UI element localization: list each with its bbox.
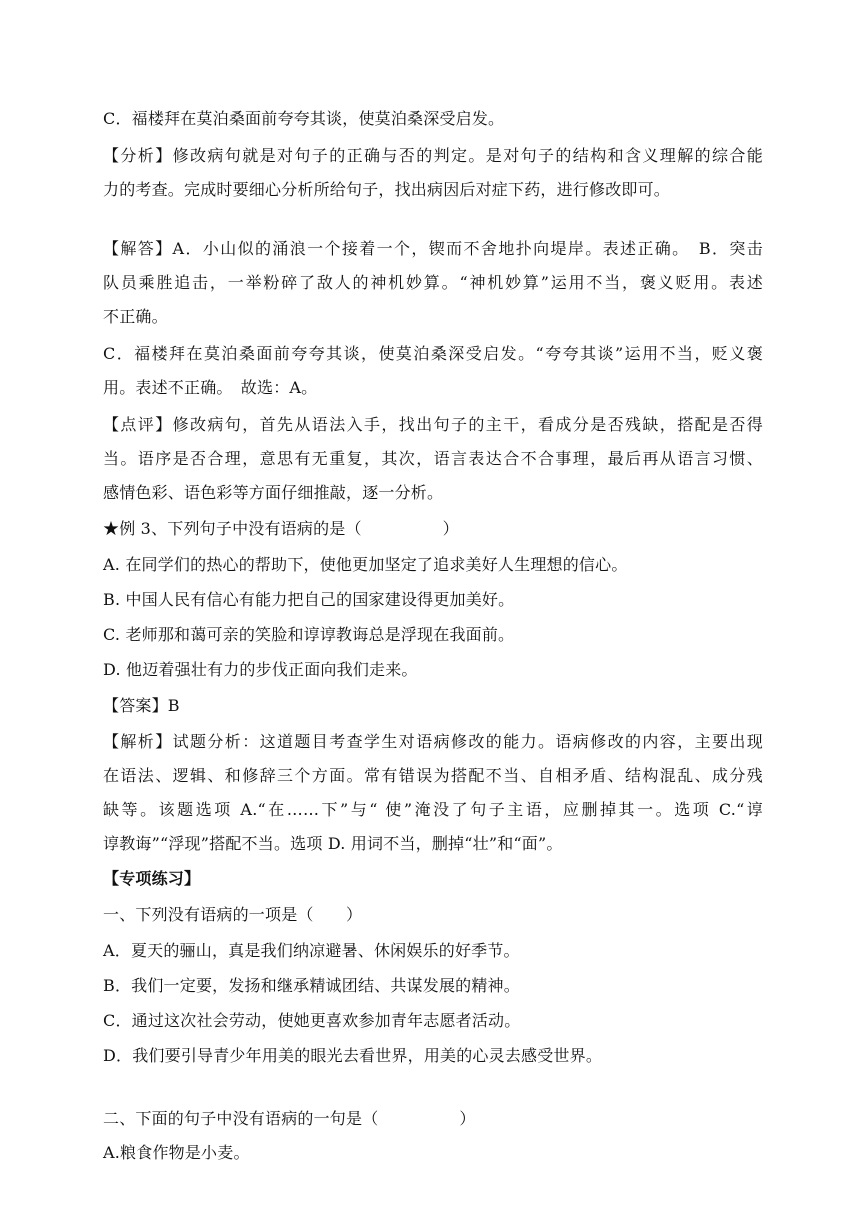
question-heading: 二、下面的句子中没有语病的一句是（ ） [103,1109,476,1128]
option-c: C. 老师那和蔼可亲的笑脸和谆谆教诲总是浮现在我面前。 [103,625,515,644]
example-heading: ★例 3、下列句子中没有语病的是（ ） [103,519,459,538]
text-line: 【解析】试题分析：这道题目考查学生对语病修改的能力。语病修改的内容，主要出现 [103,732,763,751]
text-line: 用。表述不正确。 故选：A。 [103,378,318,397]
text-line: 队员乘胜追击，一举粉碎了敌人的神机妙算。“神机妙算”运用不当，褒义贬用。表述 [103,273,763,292]
option-d: D．我们要引导青少年用美的眼光去看世界，用美的心灵去感受世界。 [103,1046,603,1065]
text-line: 当。语序是否合理，意思有无重复，其次，语言表达合不合事理，最后再从语言习惯、 [103,449,763,468]
option-c: C．通过这次社会劳动，使她更喜欢参加青年志愿者活动。 [103,1011,521,1030]
text-line: 【分析】修改病句就是对句子的正确与否的判定。是对句子的结构和含义理解的综合能 [103,146,763,165]
option-a: A．夏天的骊山，真是我们纳凉避暑、休闲娱乐的好季节。 [103,941,520,960]
section-heading: 【专项练习】 [103,869,201,888]
text-line: 缺等。该题选项 A.“在……下”与“ 使”淹没了句子主语，应删掉其一。选项 C.“谆 [103,800,763,819]
text-line: 力的考查。完成时要细心分析所给句子，找出病因后对症下药，进行修改即可。 [103,180,671,199]
text-line: C．福楼拜在莫泊桑面前夸夸其谈，使莫泊桑深受启发。 [103,109,505,128]
option-b: B．我们一定要，发扬和继承精诚团结、共谋发展的精神。 [103,976,520,995]
option-a: A.粮食作物是小麦。 [103,1143,250,1162]
text-line: 在语法、逻辑、和修辞三个方面。常有错误为搭配不当、自相矛盾、结构混乱、成分残 [103,766,763,785]
text-line: C．福楼拜在莫泊桑面前夸夸其谈，使莫泊桑深受启发。“夸夸其谈”运用不当，贬义褒 [103,344,763,363]
question-heading: 一、下列没有语病的一项是（ ） [103,905,363,924]
option-d: D. 他迈着强壮有力的步伐正面向我们走来。 [103,660,418,679]
answer-line: 【答案】B [103,696,180,715]
option-a: A. 在同学们的热心的帮助下，使他更加坚定了追求美好人生理想的信心。 [103,555,628,574]
text-line: 谆教诲”“浮现”搭配不当。选项 D. 用词不当，删掉“壮”和“面”。 [103,834,563,853]
text-line: 【点评】修改病句，首先从语法入手，找出句子的主干，看成分是否残缺，搭配是否得 [103,415,763,434]
option-b: B. 中国人民有信心有能力把自己的国家建设得更加美好。 [103,590,515,609]
text-line: 感情色彩、语色彩等方面仔细推敲，逐一分析。 [103,483,444,502]
text-line: 不正确。 [103,307,168,326]
text-line: 【解答】A．小山似的涌浪一个接着一个，锲而不舍地扑向堤岸。表述正确。 B．突击 [103,239,763,258]
